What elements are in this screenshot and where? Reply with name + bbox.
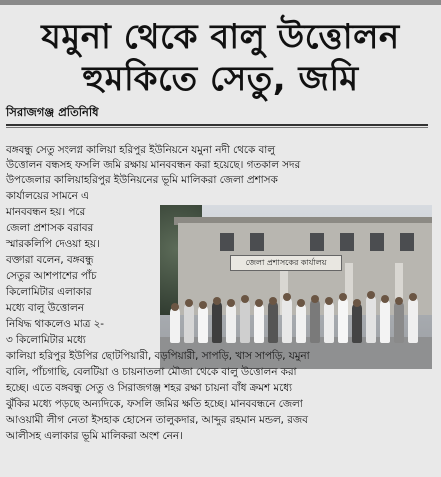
body-line: কিলোমিটার এলাকার (6, 286, 92, 298)
byline-divider-thin (6, 127, 428, 128)
body-line: নিষিদ্ধ থাকলেও মাত্র ২- (6, 318, 105, 330)
body-line: বঙ্গবন্ধু সেতু সংলগ্ন কালিয়া হরিপুর ইউনিয়নে যমুনা নদী থেকে বালু (6, 144, 275, 156)
window (340, 233, 354, 251)
byline: সিরাজগঞ্জ প্রতিনিধি (6, 105, 99, 119)
body-line: ৩ কিলোমিটার মধ্যে (6, 334, 86, 346)
body-line: জেলা প্রশাসক বরাবর (6, 222, 94, 234)
body-line: মধ্যে বালু উত্তোলন (6, 302, 84, 314)
headline (0, 16, 441, 100)
body-line: স্মারকলিপি দেওয়া হয়। (6, 238, 100, 250)
body-line: আওয়ামী লীগ নেতা ইসহাক হোসেন তালুকদার, আব্দুর রহমান মন্ডল, রজব (6, 414, 308, 426)
office-sign (230, 255, 342, 271)
body-line: বালি, পাঁচগাছি, বেলটিয়া ও চায়নাতলা মৌজা থেকে বালু উত্তোলন করা (6, 366, 297, 378)
headline-line-1: যমুনা থেকে বালু উত্তোলন (41, 17, 400, 57)
body-line: উত্তোলন বন্ধসহ ফসলি জমি রক্ষায় মানববন্ধন করা হয়েছে। গতকাল সদর (6, 159, 301, 171)
body-line: সেতুর আশপাশের পাঁচ (6, 270, 97, 282)
body-line: হচ্ছে। এতে বঙ্গবন্ধু সেতু ও সিরাজগঞ্জ শহর রক্ষা চায়না বাঁধ ক্রমশ মধ্যে (6, 382, 292, 394)
body-line: বক্তারা বলেন, বঙ্গবন্ধু (6, 254, 94, 266)
body-line: আলীসহ এলাকার ভূমি মালিকরা অংশ নেন। (6, 430, 183, 442)
office-sign-text: জেলা প্রশাসকের কার্যালয় (245, 258, 327, 267)
body-line: উপজেলার কালিয়াহরিপুর ইউনিয়নের ভূমি মালিকরা জেলা প্রশাসক (6, 174, 278, 186)
headline-line-2: হুমকিতে সেতু, জমি (82, 59, 359, 99)
news-photo (160, 205, 432, 369)
top-border (0, 0, 441, 5)
window (310, 233, 324, 251)
body-line: কার্যালয়ের সামনে এ (6, 190, 89, 202)
byline-divider (6, 124, 428, 126)
window (220, 233, 234, 251)
body-line: ঝুঁকির মধ্যে পড়ছে অন্যদিকে, ফসলি জমির ক্ষতি হচ্ছে। মানববন্ধনে জেলা (6, 398, 303, 410)
window (400, 233, 414, 251)
body-line: মানববন্ধন হয়। পরে (6, 206, 86, 218)
window (250, 233, 264, 251)
body-line: কালিয়া হরিপুর ইউপির ছোটপিয়ারী, বড়পিয়ারী, সাপড়ি, খাস সাপড়ি, যমুনা (6, 350, 310, 362)
window (370, 233, 384, 251)
